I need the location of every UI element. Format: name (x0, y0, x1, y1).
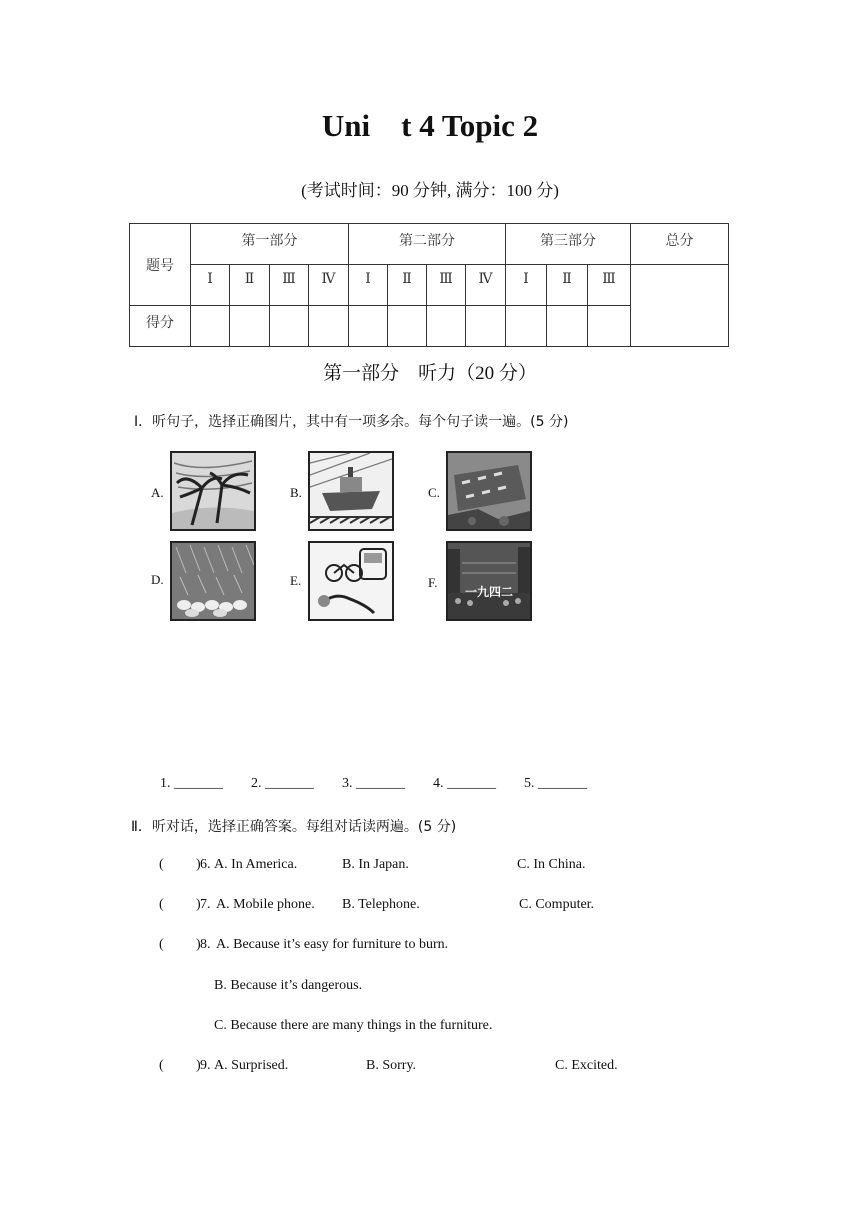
answer-paren-close: ) (196, 937, 201, 952)
answer-paren-open[interactable]: ( (159, 897, 164, 912)
option-c: C. Because there are many things in the furniture. (214, 1018, 493, 1033)
section2-instruction: Ⅱ．听对话，选择正确答案。每组对话读两遍。(5 分) (131, 819, 457, 835)
score-cell[interactable] (547, 306, 588, 347)
part1-heading: 第一部分 听力（20 分） (323, 363, 537, 384)
option-c: C. Excited. (555, 1058, 618, 1073)
typhoon-trees-icon (170, 451, 256, 531)
part1-item: Ⅲ (270, 265, 309, 306)
part2-item: Ⅳ (466, 265, 506, 306)
picture-label: A. (151, 485, 164, 500)
question-number: 8. (200, 937, 211, 952)
part1-item: Ⅰ (191, 265, 230, 306)
answer-blank[interactable]: 3. _______ (342, 776, 405, 791)
flood-rain-icon (170, 541, 256, 621)
part3-header: 第三部分 (506, 224, 631, 265)
option-b: B. Sorry. (366, 1058, 417, 1073)
option-b: B. Because it’s dangerous. (214, 978, 363, 993)
total-score-cell[interactable] (631, 265, 729, 347)
question-number: 7. (200, 897, 211, 912)
row-header-score: 得分 (130, 306, 191, 347)
ship-in-storm-icon (308, 451, 394, 531)
total-header: 总分 (631, 224, 729, 265)
answer-paren-open[interactable]: ( (159, 937, 164, 952)
score-cell[interactable] (349, 306, 388, 347)
score-cell[interactable] (270, 306, 309, 347)
score-cell[interactable] (230, 306, 270, 347)
part2-item: Ⅱ (388, 265, 427, 306)
option-c: C. Computer. (519, 897, 595, 912)
option-a: A. Surprised. (214, 1058, 289, 1073)
part3-item: Ⅲ (588, 265, 631, 306)
answer-blank[interactable]: 2. _______ (251, 776, 314, 791)
answer-paren-close: ) (196, 857, 201, 872)
score-cell[interactable] (388, 306, 427, 347)
option-a: A. Mobile phone. (216, 897, 315, 912)
score-cell[interactable] (309, 306, 349, 347)
part2-item: Ⅰ (349, 265, 388, 306)
picture-label: D. (151, 572, 164, 587)
part1-item: Ⅱ (230, 265, 270, 306)
exam-info: (考试时间：90 分钟, 满分：100 分) (301, 181, 559, 200)
traffic-accident-icon (308, 541, 394, 621)
option-b: B. In Japan. (342, 857, 409, 872)
score-cell[interactable] (466, 306, 506, 347)
picture-label: F. (428, 575, 438, 590)
part3-item: Ⅱ (547, 265, 588, 306)
part1-header: 第一部分 (191, 224, 349, 265)
question-number: 6. (200, 857, 211, 872)
answer-paren-close: ) (196, 1058, 201, 1073)
picture-label: C. (428, 485, 440, 500)
answer-blank[interactable]: 4. _______ (433, 776, 496, 791)
option-a: A. Because it’s easy for furniture to burn. (216, 937, 449, 952)
picture-label: E. (290, 573, 302, 588)
part3-item: Ⅰ (506, 265, 547, 306)
option-b: B. Telephone. (342, 897, 420, 912)
score-cell[interactable] (588, 306, 631, 347)
part1-item: Ⅳ (309, 265, 349, 306)
part2-item: Ⅲ (427, 265, 466, 306)
answer-paren-open[interactable]: ( (159, 1058, 164, 1073)
score-cell[interactable] (427, 306, 466, 347)
score-table (129, 223, 729, 347)
option-c: C. In China. (517, 857, 586, 872)
picture-label: B. (290, 485, 302, 500)
picture-f-caption: 一九四二 (464, 585, 513, 599)
answer-blank[interactable]: 5. _______ (524, 776, 587, 791)
answer-paren-close: ) (196, 897, 201, 912)
row-header-number: 题号 (130, 224, 191, 306)
score-cell[interactable] (191, 306, 230, 347)
section1-instruction: Ⅰ．听句子，选择正确图片，其中有一项多余。每个句子读一遍。(5 分) (134, 414, 569, 430)
question-number: 9. (200, 1058, 211, 1073)
option-a: A. In America. (214, 857, 298, 872)
part2-header: 第二部分 (349, 224, 506, 265)
document-title: Uni t 4 Topic 2 (321, 108, 539, 143)
answer-paren-open[interactable]: ( (159, 857, 164, 872)
answer-blank[interactable]: 1. _______ (160, 776, 223, 791)
crowd-street-icon (446, 541, 532, 621)
score-cell[interactable] (506, 306, 547, 347)
collapsed-building-icon (446, 451, 532, 531)
